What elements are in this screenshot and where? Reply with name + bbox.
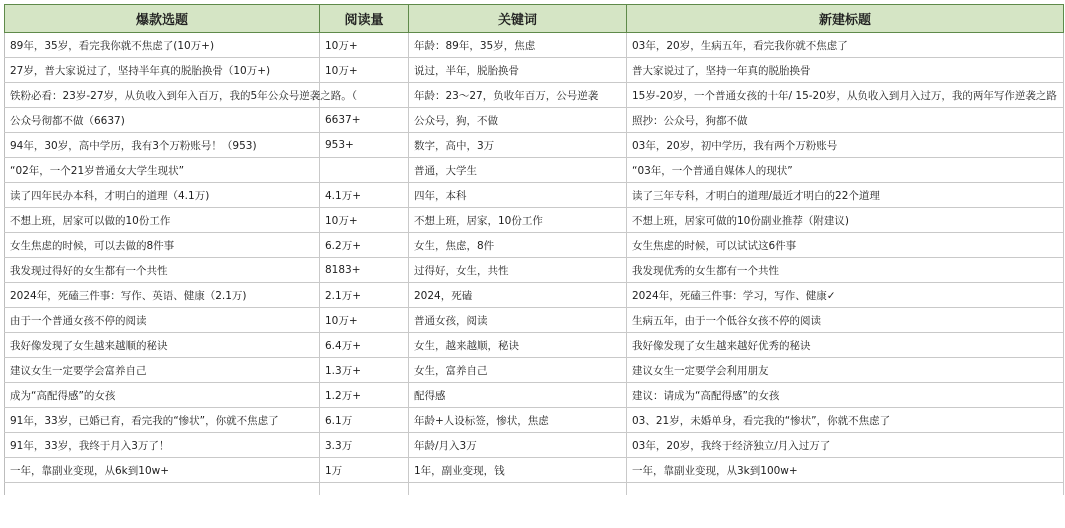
cell-keywords[interactable]: 女生，富养自己 <box>409 358 627 383</box>
cell-reads[interactable]: 6637+ <box>320 108 409 133</box>
empty-cell[interactable] <box>5 483 320 496</box>
cell-hot-topic[interactable]: 我发现过得好的女生都有一个共性 <box>5 258 320 283</box>
cell-keywords[interactable]: 配得感 <box>409 383 627 408</box>
table-row <box>5 208 1064 233</box>
cell-hot-topic[interactable]: 91年，33岁，我终于月入3万了！ <box>5 433 320 458</box>
cell-hot-topic[interactable]: 94年，30岁，高中学历，我有3个万粉账号！（953) <box>5 133 320 158</box>
table-row <box>5 258 1064 283</box>
cell-keywords[interactable]: 1年，副业变现，钱 <box>409 458 627 483</box>
header-keywords: 关键词 <box>409 5 627 33</box>
cell-keywords[interactable]: 普通女孩，阅读 <box>409 308 627 333</box>
table-row <box>5 133 1064 158</box>
cell-new-title[interactable]: 读了三年专科，才明白的道理/最近才明白的22个道理 <box>627 183 1064 208</box>
cell-new-title[interactable]: 建议女生一定要学会利用朋友 <box>627 358 1064 383</box>
cell-reads[interactable]: 10万+ <box>320 33 409 58</box>
empty-cell[interactable] <box>409 483 627 496</box>
cell-reads[interactable]: 6.2万+ <box>320 233 409 258</box>
cell-keywords[interactable]: 说过，半年，脱胎换骨 <box>409 58 627 83</box>
cell-new-title[interactable]: 03、21岁，未婚单身，看完我的“惨状”，你就不焦虑了 <box>627 408 1064 433</box>
table-row <box>5 358 1064 383</box>
cell-keywords[interactable]: 四年，本科 <box>409 183 627 208</box>
cell-new-title[interactable]: 03年，20岁，我终于经济独立/月入过万了 <box>627 433 1064 458</box>
cell-reads[interactable]: 1.3万+ <box>320 358 409 383</box>
table-row <box>5 283 1064 308</box>
cell-keywords[interactable]: 2024，死磕 <box>409 283 627 308</box>
header-reads: 阅读量 <box>320 5 409 33</box>
cell-new-title[interactable]: 我好像发现了女生越来越好优秀的秘诀 <box>627 333 1064 358</box>
header-new-title: 新建标题 <box>627 5 1064 33</box>
cell-reads[interactable]: 6.1万 <box>320 408 409 433</box>
cell-new-title[interactable]: 03年，20岁，初中学历，我有两个万粉账号 <box>627 133 1064 158</box>
topic-table <box>4 4 1064 495</box>
table-row <box>5 308 1064 333</box>
cell-reads[interactable]: 10万+ <box>320 58 409 83</box>
empty-cell[interactable] <box>320 483 409 496</box>
cell-hot-topic[interactable]: 91年，33岁，已婚已育，看完我的“惨状”，你就不焦虑了 <box>5 408 320 433</box>
cell-new-title[interactable]: 03年，20岁，生病五年，看完我你就不焦虑了 <box>627 33 1064 58</box>
cell-new-title[interactable]: 15岁-20岁，一个普通女孩的十年/ 15-20岁，从负收入到月入过万，我的两年写作逆袭之路 <box>627 83 1064 108</box>
table-row <box>5 83 1064 108</box>
cell-new-title[interactable]: 照抄：公众号，狗都不做 <box>627 108 1064 133</box>
table-row <box>5 33 1064 58</box>
cell-hot-topic[interactable]: 成为“高配得感”的女孩 <box>5 383 320 408</box>
cell-hot-topic[interactable]: 建议女生一定要学会富养自己 <box>5 358 320 383</box>
cell-new-title[interactable]: “03年，一个普通自媒体人的现状” <box>627 158 1064 183</box>
table-row <box>5 333 1064 358</box>
cell-hot-topic[interactable]: 女生焦虑的时候，可以去做的8件事 <box>5 233 320 258</box>
table-row <box>5 58 1064 83</box>
cell-keywords[interactable]: 年龄：89年，35岁，焦虑 <box>409 33 627 58</box>
cell-keywords[interactable]: 公众号，狗，不做 <box>409 108 627 133</box>
cell-hot-topic[interactable]: 2024年，死磕三件事：写作、英语、健康（2.1万) <box>5 283 320 308</box>
cell-hot-topic[interactable]: 27岁，普大家说过了，坚持半年真的脱胎换骨（10万+) <box>5 58 320 83</box>
cell-reads[interactable]: 1.2万+ <box>320 383 409 408</box>
empty-cell[interactable] <box>627 483 1064 496</box>
cell-new-title[interactable]: 女生焦虑的时候，可以试试这6件事 <box>627 233 1064 258</box>
table-row <box>5 383 1064 408</box>
cell-hot-topic[interactable]: “02年，一个21岁普通女大学生现状” <box>5 158 320 183</box>
table-row <box>5 183 1064 208</box>
cell-keywords[interactable]: 过得好，女生，共性 <box>409 258 627 283</box>
cell-reads[interactable]: 2.1万+ <box>320 283 409 308</box>
cell-hot-topic[interactable]: 公众号彻都不做（6637) <box>5 108 320 133</box>
cell-keywords[interactable]: 数字，高中，3万 <box>409 133 627 158</box>
table-row <box>5 108 1064 133</box>
cell-new-title[interactable]: 2024年，死磕三件事：学习，写作、健康✓ <box>627 283 1064 308</box>
cell-hot-topic[interactable]: 铁粉必看：23岁-27岁，从负收入到年入百万，我的5年公众号逆袭之路。（ <box>5 83 320 108</box>
cell-hot-topic[interactable]: 由于一个普通女孩不停的阅读 <box>5 308 320 333</box>
cell-hot-topic[interactable]: 一年，靠副业变现，从6k到10w+ <box>5 458 320 483</box>
cell-reads[interactable]: 4.1万+ <box>320 183 409 208</box>
cell-reads[interactable]: 1万 <box>320 458 409 483</box>
cell-new-title[interactable]: 不想上班，居家可做的10份副业推荐（附建议) <box>627 208 1064 233</box>
table-row <box>5 158 1064 183</box>
table-row <box>5 458 1064 483</box>
header-row <box>5 5 1064 33</box>
header-hot-topic: 爆款选题 <box>5 5 320 33</box>
cell-hot-topic[interactable]: 读了四年民办本科，才明白的道理（4.1万) <box>5 183 320 208</box>
table-row <box>5 433 1064 458</box>
table-row <box>5 233 1064 258</box>
cell-keywords[interactable]: 女生，越来越顺，秘诀 <box>409 333 627 358</box>
cell-reads[interactable]: 3.3万 <box>320 433 409 458</box>
cell-reads[interactable] <box>320 158 409 183</box>
cell-new-title[interactable]: 生病五年，由于一个低谷女孩不停的阅读 <box>627 308 1064 333</box>
cell-keywords[interactable]: 普通，大学生 <box>409 158 627 183</box>
table-row <box>5 408 1064 433</box>
cell-new-title[interactable]: 一年，靠副业变现，从3k到100w+ <box>627 458 1064 483</box>
cell-hot-topic[interactable]: 我好像发现了女生越来越顺的秘诀 <box>5 333 320 358</box>
cell-keywords[interactable]: 年龄/月入3万 <box>409 433 627 458</box>
cell-keywords[interactable]: 年龄+人设标签，惨状，焦虑 <box>409 408 627 433</box>
table-body <box>5 33 1064 496</box>
cell-new-title[interactable]: 建议：请成为“高配得感”的女孩 <box>627 383 1064 408</box>
cell-reads[interactable]: 953+ <box>320 133 409 158</box>
cell-reads[interactable]: 6.4万+ <box>320 333 409 358</box>
cell-reads[interactable]: 10万+ <box>320 208 409 233</box>
cell-keywords[interactable]: 女生，焦虑，8件 <box>409 233 627 258</box>
cell-reads[interactable]: 8183+ <box>320 258 409 283</box>
cell-hot-topic[interactable]: 不想上班，居家可以做的10份工作 <box>5 208 320 233</box>
cell-new-title[interactable]: 普大家说过了，坚持一年真的脱胎换骨 <box>627 58 1064 83</box>
cell-new-title[interactable]: 我发现优秀的女生都有一个共性 <box>627 258 1064 283</box>
cell-keywords[interactable]: 不想上班，居家，10份工作 <box>409 208 627 233</box>
cell-hot-topic[interactable]: 89年，35岁，看完我你就不焦虑了(10万+) <box>5 33 320 58</box>
cell-keywords[interactable]: 年龄：23～27，负收年百万，公号逆袭 <box>409 83 627 108</box>
cell-reads[interactable]: 10万+ <box>320 308 409 333</box>
empty-row <box>5 483 1064 496</box>
